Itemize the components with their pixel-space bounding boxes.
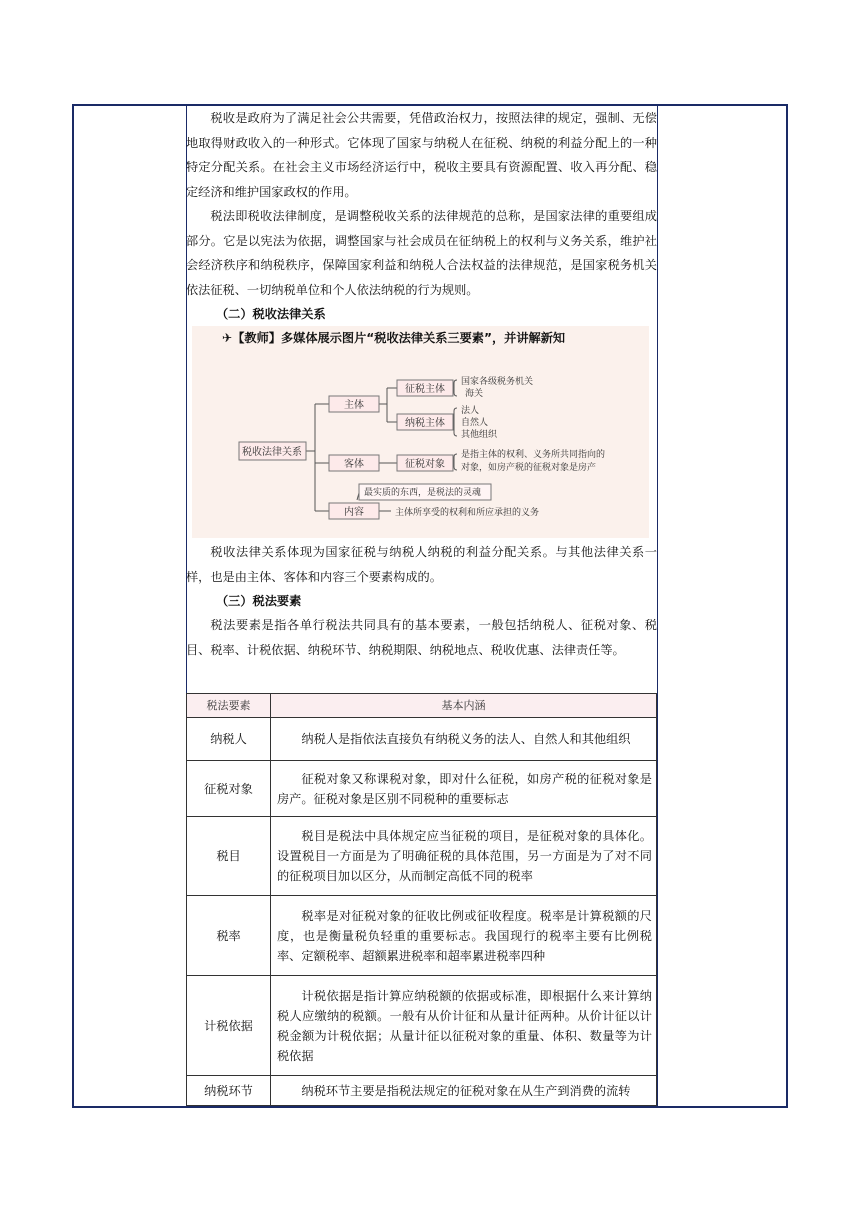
diagram-content-desc: 主体所享受的权利和所应承担的义务: [394, 508, 539, 518]
table-row: [187, 718, 657, 761]
table-row: [187, 1076, 657, 1106]
paragraph-tax-definition: 税收是政府为了满足社会公共需要，凭借政治权力，按照法律的规定，强制、无偿地取得财政收入的一种形式。它体现了国家与纳税人在征税、纳税的利益分配上的一种特定分配关系。在社会主义市场经济运行中，税收主要具有资源配置、收入再分配、稳定经济和维护国家政权的作用。: [186, 111, 657, 199]
table-cell-key: 纳税环节: [187, 1076, 271, 1106]
table-cell-key: 税率: [187, 896, 271, 976]
diagram-label-content: 内容: [343, 507, 364, 518]
section-heading-legal-relation: （二）税收法律关系: [216, 307, 326, 321]
table-cell-key: 计税依据: [187, 976, 271, 1076]
content-column: [186, 104, 657, 662]
diagram-label-tax-subject: 征税主体: [404, 384, 445, 395]
diagram-item-customs: 海关: [464, 389, 483, 399]
table-cell-value: 税目是税法中具体规定应当征税的项目，是征税对象的具体化。设置税目一方面是为了明确征税的具体范围，另一方面是为了对不同的征税项目加以区分，从而制定高低不同的税率: [271, 817, 657, 896]
column-divider-right: [657, 106, 658, 1106]
paragraph-legal-relation: 税收法律关系体现为国家征税与纳税人纳税的利益分配关系。与其他法律关系一样，也是由主体、客体和内容三个要素构成的。: [186, 545, 657, 584]
table-row: [187, 976, 657, 1076]
diagram-label-tax-object: 征税对象: [404, 459, 445, 470]
paragraph-tax-law-definition: 税法即税收法律制度，是调整税收关系的法律规范的总称，是国家法律的重要组成部分。它是以宪法为依据，调整国家与社会成员在征纳税上的权利与义务关系，维护社会经济秩序和纳税秩序，保障国家利益和纳税人合法权益的法律规范，是国家税务机关依法征税、一切纳税单位和个人依法纳税的行为规则。: [186, 209, 657, 297]
diagram-object-desc-line1: 是指主体的权利、义务所共同指向的: [460, 450, 605, 460]
teacher-instruction: ✈【教师】多媒体展示图片“税收法律关系三要素”，并讲解新知: [222, 331, 566, 345]
diagram-object-desc-line2: 对象，如房产税的征税对象是房产: [460, 463, 596, 473]
table-row: [187, 761, 657, 817]
table-cell-key: 纳税人: [187, 718, 271, 761]
table-cell-key: 征税对象: [187, 761, 271, 817]
diagram-label-root: 税收法律关系: [241, 447, 302, 458]
tax-elements-table: [186, 693, 657, 1106]
paragraph-tax-elements: 税法要素是指各单行税法共同具有的基本要素，一般包括纳税人、征税对象、税目、税率、计税依据、纳税环节、纳税期限、纳税地点、税收优惠、法律责任等。: [186, 618, 657, 657]
diagram-label-object: 客体: [343, 459, 364, 470]
table-cell-value: 征税对象又称课税对象，即对什么征税，如房产税的征税对象是房产。征税对象是区别不同税种的重要标志: [271, 761, 657, 817]
table-cell-value: 纳税环节主要是指税法规定的征税对象在从生产到消费的流转: [271, 1076, 657, 1106]
diagram-item-other-org: 其他组织: [460, 430, 497, 440]
diagram-content-note: 最实质的东西，是税法的灵魂: [363, 488, 481, 498]
table-header-meaning: 基本内涵: [271, 694, 657, 718]
table-header-row: [187, 694, 657, 718]
diagram-label-subject: 主体: [343, 400, 364, 411]
diagram-item-tax-authority: 国家各级税务机关: [460, 377, 533, 387]
teacher-activity-box: [192, 326, 649, 538]
section-heading-tax-elements: （三）税法要素: [216, 594, 302, 608]
diagram-item-legal-person: 法人: [460, 406, 479, 416]
legal-relation-diagram: [211, 350, 631, 538]
table-cell-value: 税率是对征税对象的征收比例或征收程度。税率是计算税额的尺度，也是衡量税负轻重的重要标志。我国现行的税率主要有比例税率、定额税率、超额累进税率和超率累进税率四种: [271, 896, 657, 976]
table-header-element: 税法要素: [187, 694, 271, 718]
table-row: [187, 896, 657, 976]
table-row: [187, 817, 657, 896]
table-cell-value: 计税依据是指计算应纳税额的依据或标准，即根据什么来计算纳税人应缴纳的税额。一般有从价计征和从量计征两种。从价计征以计税金额为计税依据；从量计征以征税对象的重量、体积、数量等为计税依据: [271, 976, 657, 1076]
table-cell-value: 纳税人是指依法直接负有纳税义务的法人、自然人和其他组织: [271, 718, 657, 761]
diagram-item-natural-person: 自然人: [460, 418, 488, 428]
table-cell-key: 税目: [187, 817, 271, 896]
diagram-label-payer-subject: 纳税主体: [404, 418, 445, 429]
